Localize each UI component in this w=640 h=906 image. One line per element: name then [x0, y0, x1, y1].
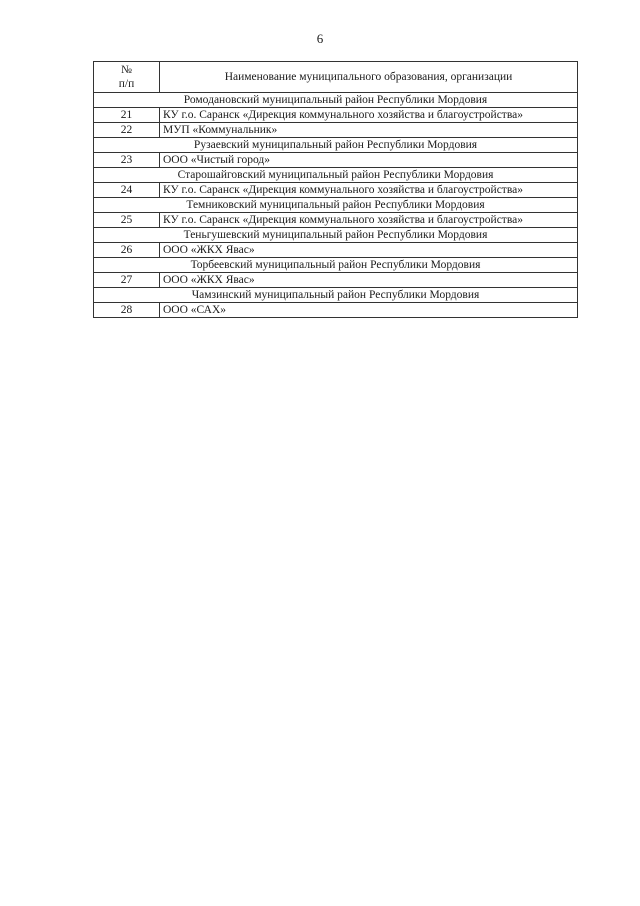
district-cell: Рузаевский муниципальный район Республики Мордовия — [94, 138, 578, 153]
organizations-table — [93, 61, 578, 318]
column-header-number-line2: п/п — [118, 78, 135, 90]
row-number-cell: 26 — [94, 243, 160, 258]
table-row-district — [94, 138, 578, 153]
organization-cell: ООО «ЖКХ Явас» — [160, 273, 578, 288]
district-cell: Чамзинский муниципальный район Республики Мордовия — [94, 288, 578, 303]
row-number-cell: 22 — [94, 123, 160, 138]
table-row — [94, 123, 578, 138]
row-number-cell: 25 — [94, 213, 160, 228]
district-cell: Темниковский муниципальный район Республики Мордовия — [94, 198, 578, 213]
table-row-district — [94, 258, 578, 273]
row-number-cell: 24 — [94, 183, 160, 198]
table-row-district — [94, 93, 578, 108]
organization-cell: КУ г.о. Саранск «Дирекция коммунального хозяйства и благоустройства» — [160, 108, 578, 123]
table-row — [94, 213, 578, 228]
page-number: 6 — [316, 31, 324, 46]
table-row — [94, 153, 578, 168]
table-row-district — [94, 288, 578, 303]
district-cell: Старошайговский муниципальный район Республики Мордовия — [94, 168, 578, 183]
row-number-cell: 21 — [94, 108, 160, 123]
table-row-district — [94, 228, 578, 243]
row-number-cell: 23 — [94, 153, 160, 168]
district-cell: Ромодановский муниципальный район Республики Мордовия — [94, 93, 578, 108]
table-row — [94, 183, 578, 198]
organization-cell: КУ г.о. Саранск «Дирекция коммунального хозяйства и благоустройства» — [160, 213, 578, 228]
table-row — [94, 243, 578, 258]
table-row-district — [94, 198, 578, 213]
table-row-district — [94, 168, 578, 183]
district-cell: Торбеевский муниципальный район Республики Мордовия — [94, 258, 578, 273]
row-number-cell: 28 — [94, 303, 160, 318]
column-header-number — [94, 62, 160, 93]
column-header-name: Наименование муниципального образования, организации — [160, 62, 578, 93]
district-cell: Теньгушевский муниципальный район Республики Мордовия — [94, 228, 578, 243]
table-header-row — [94, 62, 578, 93]
table-row — [94, 108, 578, 123]
organization-cell: КУ г.о. Саранск «Дирекция коммунального хозяйства и благоустройства» — [160, 183, 578, 198]
table-row — [94, 303, 578, 318]
organization-cell: ООО «Чистый город» — [160, 153, 578, 168]
column-header-number-line1: № — [121, 64, 132, 76]
row-number-cell: 27 — [94, 273, 160, 288]
organization-cell: ООО «ЖКХ Явас» — [160, 243, 578, 258]
organization-cell: ООО «САХ» — [160, 303, 578, 318]
table-row — [94, 273, 578, 288]
organization-cell: МУП «Коммунальник» — [160, 123, 578, 138]
